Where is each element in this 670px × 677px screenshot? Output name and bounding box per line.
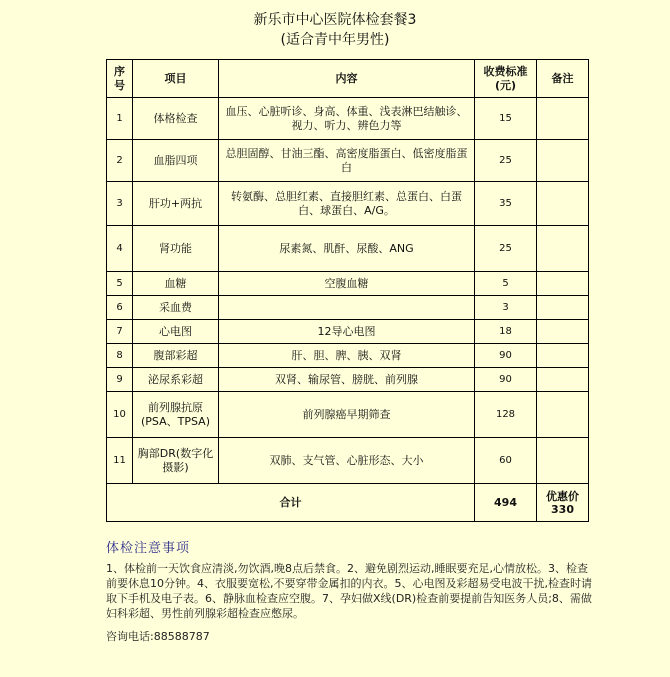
row-fee: 128 — [475, 392, 537, 438]
discount-value: 330 — [551, 502, 574, 516]
row-item: 心电图 — [133, 320, 219, 344]
document-title — [0, 10, 670, 50]
table-row — [107, 368, 589, 392]
row-remark — [537, 98, 589, 140]
row-item: 胸部DR(数字化摄影) — [133, 438, 219, 484]
row-item: 肝功+两抗 — [133, 182, 219, 226]
row-content: 肝、胆、脾、胰、双肾 — [219, 344, 475, 368]
row-item: 腹部彩超 — [133, 344, 219, 368]
row-remark — [537, 272, 589, 296]
notes-heading: 体检注意事项 — [106, 541, 191, 556]
row-remark — [537, 296, 589, 320]
row-fee: 35 — [475, 182, 537, 226]
row-remark — [537, 392, 589, 438]
table-row — [107, 272, 589, 296]
header-fee: 收费标准 (元) — [475, 60, 537, 98]
row-no: 7 — [107, 320, 133, 344]
row-fee: 3 — [475, 296, 537, 320]
row-remark — [537, 320, 589, 344]
checkup-package-table — [106, 59, 589, 522]
row-fee: 18 — [475, 320, 537, 344]
row-item: 采血费 — [133, 296, 219, 320]
row-no: 8 — [107, 344, 133, 368]
discount-label: 优惠价 — [546, 489, 579, 503]
row-no: 1 — [107, 98, 133, 140]
discount-price — [537, 484, 589, 522]
table-row — [107, 296, 589, 320]
row-fee: 25 — [475, 140, 537, 182]
row-item: 前列腺抗原(PSA、TPSA) — [133, 392, 219, 438]
row-content: 总胆固醇、甘油三酯、高密度脂蛋白、低密度脂蛋白 — [219, 140, 475, 182]
row-content — [219, 296, 475, 320]
notes-body: 1、体检前一天饮食应清淡,勿饮酒,晚8点后禁食。2、避免剧烈运动,睡眠要充足,心情放松。3、检查前要休息10分钟。4、衣服要宽松,不要穿带金属扣的内衣。5、心电图及彩超易受电波干扰,检查时请取下手机及电子表。6、静脉血检查应空腹。7、孕妇做X线(DR)检查前要提前告知医务人员;8、需做妇科彩超、男性前列腺彩超检查应憋尿。 — [106, 562, 592, 620]
header-content: 内容 — [219, 60, 475, 98]
row-item: 泌尿系彩超 — [133, 368, 219, 392]
row-item: 血糖 — [133, 272, 219, 296]
row-fee: 25 — [475, 226, 537, 272]
row-remark — [537, 344, 589, 368]
table-row — [107, 98, 589, 140]
row-remark — [537, 368, 589, 392]
row-item: 肾功能 — [133, 226, 219, 272]
row-item: 体格检查 — [133, 98, 219, 140]
header-seq: 序 号 — [107, 60, 133, 98]
contact-phone: 咨询电话:88588787 — [106, 630, 210, 643]
row-content: 12导心电图 — [219, 320, 475, 344]
row-no: 9 — [107, 368, 133, 392]
table-row — [107, 140, 589, 182]
row-no: 11 — [107, 438, 133, 484]
row-remark — [537, 438, 589, 484]
row-fee: 15 — [475, 98, 537, 140]
row-content: 尿素氮、肌酐、尿酸、ANG — [219, 226, 475, 272]
title-line-1: 新乐市中心医院体检套餐3 — [253, 12, 417, 28]
row-no: 2 — [107, 140, 133, 182]
table-total-row — [107, 484, 589, 522]
header-remark: 备注 — [537, 60, 589, 98]
row-no: 4 — [107, 226, 133, 272]
row-content: 前列腺癌早期筛查 — [219, 392, 475, 438]
row-item: 血脂四项 — [133, 140, 219, 182]
row-content: 双肾、输尿管、膀胱、前列腺 — [219, 368, 475, 392]
row-no: 6 — [107, 296, 133, 320]
row-content: 转氨酶、总胆红素、直接胆红素、总蛋白、白蛋白、球蛋白、A/G。 — [219, 182, 475, 226]
total-fee: 494 — [475, 484, 537, 522]
row-remark — [537, 182, 589, 226]
row-fee: 5 — [475, 272, 537, 296]
table-row — [107, 226, 589, 272]
table-row — [107, 182, 589, 226]
row-no: 3 — [107, 182, 133, 226]
row-remark — [537, 140, 589, 182]
total-label: 合计 — [107, 484, 475, 522]
row-no: 5 — [107, 272, 133, 296]
title-line-2: (适合青中年男性) — [280, 32, 390, 48]
row-fee: 60 — [475, 438, 537, 484]
row-content: 血压、心脏听诊、身高、体重、浅表淋巴结触诊、视力、听力、辨色力等 — [219, 98, 475, 140]
table-row — [107, 320, 589, 344]
row-fee: 90 — [475, 368, 537, 392]
table-row — [107, 438, 589, 484]
table-header-row — [107, 60, 589, 98]
row-content: 双肺、支气管、心脏形态、大小 — [219, 438, 475, 484]
table-row — [107, 392, 589, 438]
row-no: 10 — [107, 392, 133, 438]
row-content: 空腹血糖 — [219, 272, 475, 296]
header-item: 项目 — [133, 60, 219, 98]
table-row — [107, 344, 589, 368]
row-fee: 90 — [475, 344, 537, 368]
row-remark — [537, 226, 589, 272]
